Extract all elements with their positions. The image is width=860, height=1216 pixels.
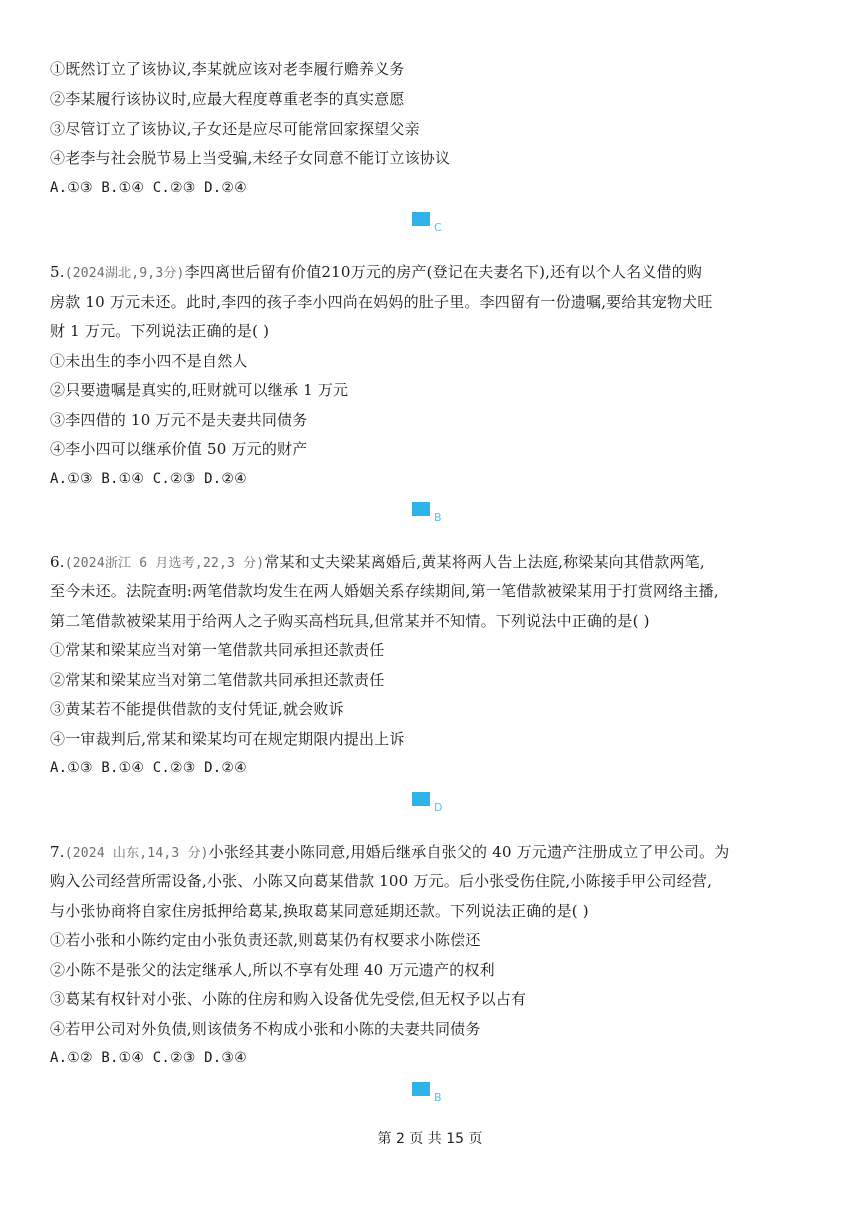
q6-option-1: ①常某和梁某应当对第一笔借款共同承担还款责任 xyxy=(50,641,385,659)
q4-option-3: ③尽管订立了该协议,子女还是应尽可能常回家探望父亲 xyxy=(50,120,420,138)
q7-answer-marker xyxy=(412,1082,452,1106)
q7-option-2: ②小陈不是张父的法定继承人,所以不享有处理 40 万元遗产的权利 xyxy=(50,961,495,979)
q5-stem-line-1 xyxy=(50,262,702,284)
answer-bar-icon xyxy=(412,502,430,516)
q5-option-4: ④李小四可以继承价值 50 万元的财产 xyxy=(50,440,308,458)
q4-option-4: ④老李与社会脱节易上当受骗,未经子女同意不能订立该协议 xyxy=(50,149,451,167)
q6-answer-marker xyxy=(412,792,452,816)
q5-number: 5. xyxy=(50,263,65,281)
q4-answer-marker xyxy=(412,212,452,236)
q6-option-4: ④一审裁判后,常某和梁某均可在规定期限内提出上诉 xyxy=(50,730,405,748)
q4-option-2: ②李某履行该协议时,应最大程度尊重老李的真实意愿 xyxy=(50,90,405,108)
q4-answer: C xyxy=(434,221,442,234)
q5-choices: A.①③ B.①④ C.②③ D.②④ xyxy=(50,471,247,487)
q7-option-3: ③葛某有权针对小张、小陈的住房和购入设备优先受偿,但无权予以占有 xyxy=(50,990,527,1008)
q7-choices: A.①② B.①④ C.②③ D.③④ xyxy=(50,1050,247,1066)
q7-number: 7. xyxy=(50,843,65,861)
q6-option-3: ③黄某若不能提供借款的支付凭证,就会败诉 xyxy=(50,700,344,718)
page-footer: 第 2 页 共 15 页 xyxy=(377,1131,483,1147)
q4-option-1: ①既然订立了该协议,李某就应该对老李履行赡养义务 xyxy=(50,60,405,78)
answer-bar-icon xyxy=(412,792,430,806)
q7-source: (2024 山东,14,3 分) xyxy=(64,846,209,861)
answer-bar-icon xyxy=(412,212,430,226)
q5-option-3: ③李四借的 10 万元不是夫妻共同债务 xyxy=(50,411,308,429)
q5-answer: B xyxy=(434,511,442,524)
q5-answer-marker xyxy=(412,502,452,526)
q6-number: 6. xyxy=(50,553,65,571)
q5-stem-line-3: 财 1 万元。下列说法正确的是( ) xyxy=(50,322,270,340)
q5-stem-line-2: 房款 10 万元未还。此时,李四的孩子李小四尚在妈妈的肚子里。李四留有一份遗嘱,要给其宠物犬旺 xyxy=(50,293,713,311)
q7-answer: B xyxy=(434,1091,442,1104)
q5-source: (2024湖北,9,3分) xyxy=(64,266,185,281)
q5-option-1: ①未出生的李小四不是自然人 xyxy=(50,352,248,370)
q7-stem-text-1: 小张经其妻小陈同意,用婚后继承自张父的 40 万元遗产注册成立了甲公司。为 xyxy=(208,843,730,861)
q6-stem-line-2: 至今未还。法院查明:两笔借款均发生在两人婚姻关系存续期间,第一笔借款被梁某用于打赏网络主播, xyxy=(50,582,719,600)
q6-stem-line-1 xyxy=(50,552,705,574)
q7-option-1: ①若小张和小陈约定由小张负责还款,则葛某仍有权要求小陈偿还 xyxy=(50,931,481,949)
q6-choices: A.①③ B.①④ C.②③ D.②④ xyxy=(50,760,247,776)
q6-option-2: ②常某和梁某应当对第二笔借款共同承担还款责任 xyxy=(50,671,385,689)
q5-stem-text-1: 李四离世后留有价值210万元的房产(登记在夫妻名下),还有以个人名义借的购 xyxy=(184,263,703,281)
q6-stem-text-1: 常某和丈夫梁某离婚后,黄某将两人告上法庭,称梁某向其借款两笔, xyxy=(264,553,705,571)
q7-option-4: ④若甲公司对外负债,则该债务不构成小张和小陈的夫妻共同债务 xyxy=(50,1020,481,1038)
q6-source: (2024浙江 6 月选考,22,3 分) xyxy=(64,556,265,571)
q6-stem-line-3: 第二笔借款被梁某用于给两人之子购买高档玩具,但常某并不知情。下列说法中正确的是( ) xyxy=(50,612,650,630)
q5-option-2: ②只要遗嘱是真实的,旺财就可以继承 1 万元 xyxy=(50,381,349,399)
q4-choices: A.①③ B.①④ C.②③ D.②④ xyxy=(50,180,247,196)
q6-answer: D xyxy=(434,801,443,814)
q7-stem-line-1 xyxy=(50,842,729,864)
q7-stem-line-3: 与小张协商将自家住房抵押给葛某,换取葛某同意延期还款。下列说法正确的是( ) xyxy=(50,902,589,920)
q7-stem-line-2: 购入公司经营所需设备,小张、小陈又向葛某借款 100 万元。后小张受伤住院,小陈接手甲公司经营, xyxy=(50,872,713,890)
answer-bar-icon xyxy=(412,1082,430,1096)
